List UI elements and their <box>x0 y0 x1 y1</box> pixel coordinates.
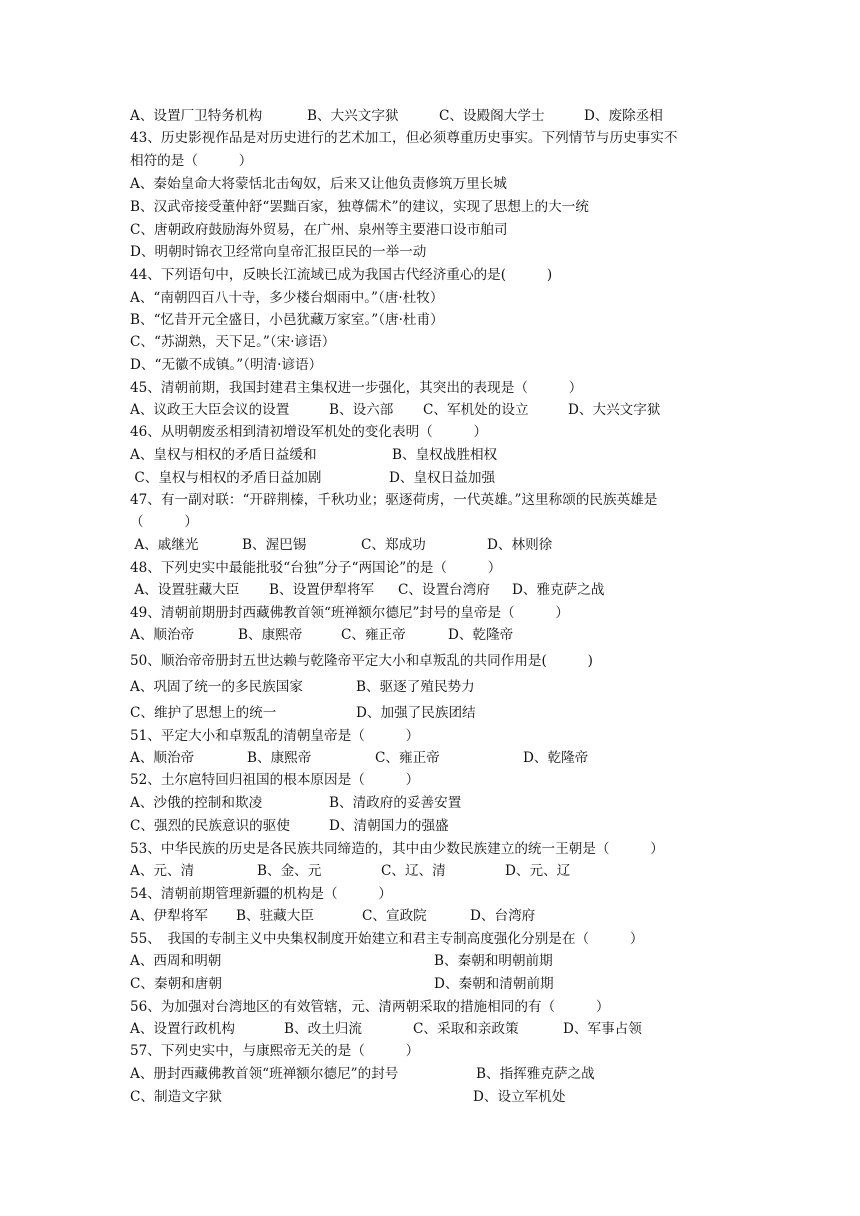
answer-option: A、设置厂卫特务机构 <box>130 108 263 124</box>
answer-option: D、元、辽 <box>505 863 571 879</box>
answer-option: C、制造文字狱 <box>130 1089 222 1105</box>
answer-option: C、雍正帝 <box>375 750 440 766</box>
answer-option: C、辽、清 <box>381 863 446 879</box>
answer-option: B、设置伊犁将军 <box>269 582 375 598</box>
answer-option: C、采取和亲政策 <box>413 1021 519 1037</box>
answer-option: B、驱逐了殖民势力 <box>356 679 475 695</box>
answer-option: A、顺治帝 <box>130 627 195 643</box>
answer-option: B、康熙帝 <box>247 750 312 766</box>
answer-option: D、台湾府 <box>470 908 536 924</box>
answer-option: D、大兴文字狱 <box>568 402 661 418</box>
question-line: 57、下列史实中，与康熙帝无关的是（ ） <box>130 1043 420 1059</box>
answer-option: D、乾隆帝 <box>523 750 589 766</box>
question-line: 43、历史影视作品是对历史进行的艺术加工，但必须尊重历史事实。下列情节与历史事实不 <box>130 130 678 146</box>
answer-option: A、巩固了统一的多民族国家 <box>130 679 303 695</box>
answer-option: B、改土归流 <box>284 1021 362 1037</box>
answer-option: C、设置台湾府 <box>398 582 490 598</box>
answer-option: D、加强了民族团结 <box>356 705 476 721</box>
answer-option: C、宣政院 <box>362 908 427 924</box>
question-line: 53、中华民族的历史是各民族共同缔造的，其中由少数民族建立的统一王朝是（ ） <box>130 841 664 857</box>
answer-option: C、军机处的设立 <box>423 402 529 418</box>
question-line: A、“南朝四百八十寺，多少楼台烟雨中。”（唐·杜牧） <box>130 290 444 306</box>
answer-option: B、皇权战胜相权 <box>392 447 498 463</box>
answer-option: A、设置驻藏大臣 <box>130 582 240 598</box>
question-line: 50、顺治帝帝册封五世达赖与乾隆帝平定大小和卓叛乱的共同作用是( ) <box>130 653 593 669</box>
answer-option: B、秦朝和明朝前期 <box>434 953 553 969</box>
question-line: 47、有一副对联：“开辟荆榛，千秋功业；驱逐荷虏，一代英雄。”这里称颂的民族英雄是 <box>130 492 658 508</box>
question-line: 55、 我国的专制主义中央集权制度开始建立和君主专制高度强化分别是在（ ） <box>130 931 644 947</box>
question-line: D、明朝时锦衣卫经常向皇帝汇报臣民的一举一动 <box>130 244 427 260</box>
answer-option: D、雅克萨之战 <box>512 582 605 598</box>
answer-option: D、设立军机处 <box>473 1089 566 1105</box>
question-line: C、唐朝政府鼓励海外贸易，在广州、泉州等主要港口设市舶司 <box>130 222 508 238</box>
question-line: B、汉武帝接受董仲舒“罢黜百家，独尊儒术”的建议，实现了思想上的大一统 <box>130 199 589 215</box>
answer-option: B、清政府的妥善安置 <box>329 795 462 811</box>
question-line: 52、土尔扈特回归祖国的根本原因是（ ） <box>130 772 420 788</box>
answer-option: A、元、清 <box>130 863 195 879</box>
answer-option: D、清朝国力的强盛 <box>329 818 449 834</box>
question-line: 相符的是（ ） <box>130 153 253 169</box>
answer-option: D、林则徐 <box>487 537 553 553</box>
answer-option: A、戚继光 <box>130 537 199 553</box>
answer-option: D、军事占领 <box>563 1021 642 1037</box>
answer-option: D、乾隆帝 <box>448 627 514 643</box>
answer-option: C、设殿阁大学士 <box>439 108 545 124</box>
answer-option: B、设六部 <box>329 402 394 418</box>
answer-option: B、渥巴锡 <box>242 537 307 553</box>
answer-option: A、设置行政机构 <box>130 1021 235 1037</box>
answer-option: C、郑成功 <box>361 537 426 553</box>
answer-option: D、废除丞相 <box>584 108 663 124</box>
answer-option: B、金、元 <box>257 863 322 879</box>
answer-option: B、康熙帝 <box>238 627 303 643</box>
question-line: 54、清朝前期管理新疆的机构是（ ） <box>130 886 392 902</box>
answer-option: C、秦朝和唐朝 <box>130 976 222 992</box>
answer-option: A、伊犁将军 <box>130 908 208 924</box>
answer-option: C、强烈的民族意识的驱使 <box>130 818 290 834</box>
answer-option: D、秦朝和清朝前期 <box>434 976 554 992</box>
answer-option: A、议政王大臣会议的设置 <box>130 402 290 418</box>
answer-option: A、皇权与相权的矛盾日益缓和 <box>130 447 317 463</box>
question-line: （ ） <box>130 514 198 530</box>
answer-option: A、顺治帝 <box>130 750 195 766</box>
question-line: 45、清朝前期，我国封建君主集权进一步强化，其突出的表现是（ ） <box>130 380 583 396</box>
question-line: 51、平定大小和卓叛乱的清朝皇帝是（ ） <box>130 728 420 744</box>
answer-option: C、雍正帝 <box>341 627 406 643</box>
answer-option: A、册封西藏佛教首领“班禅额尔德尼”的封号 <box>130 1066 399 1082</box>
answer-option: A、沙俄的控制和欺凌 <box>130 795 263 811</box>
question-line: 49、清朝前期册封西藏佛教首领“班禅额尔德尼”封号的皇帝是（ ） <box>130 605 570 621</box>
answer-option: A、西周和明朝 <box>130 953 222 969</box>
answer-option: C、维护了思想上的统一 <box>130 705 277 721</box>
question-line: A、秦始皇命大将蒙恬北击匈奴，后来又让他负责修筑万里长城 <box>130 176 507 192</box>
question-line: 46、从明朝废丞相到清初增设军机处的变化表明（ ） <box>130 424 488 440</box>
question-line: B、“忆昔开元全盛日，小邑犹藏万家室。”（唐·杜甫） <box>130 312 444 328</box>
answer-option: D、皇权日益加强 <box>389 470 496 486</box>
question-line: 48、下列史实中最能批驳“台独”分子“两国论”的是（ ） <box>130 560 502 576</box>
answer-option: B、驻藏大臣 <box>236 908 314 924</box>
question-line: C、“苏湖熟，天下足。”（宋·谚语） <box>130 334 336 350</box>
question-line: 56、为加强对台湾地区的有效管辖，元、清两朝采取的措施相同的有（ ） <box>130 999 610 1015</box>
answer-option: B、大兴文字狱 <box>307 108 399 124</box>
question-line: 44、下列语句中，反映长江流域已成为我国古代经济重心的是( ) <box>130 267 553 283</box>
answer-option: B、指挥雅克萨之战 <box>476 1066 595 1082</box>
answer-option: C、皇权与相权的矛盾日益加剧 <box>130 470 322 486</box>
question-line: D、“无徽不成镇。”（明清·谚语） <box>130 357 323 373</box>
